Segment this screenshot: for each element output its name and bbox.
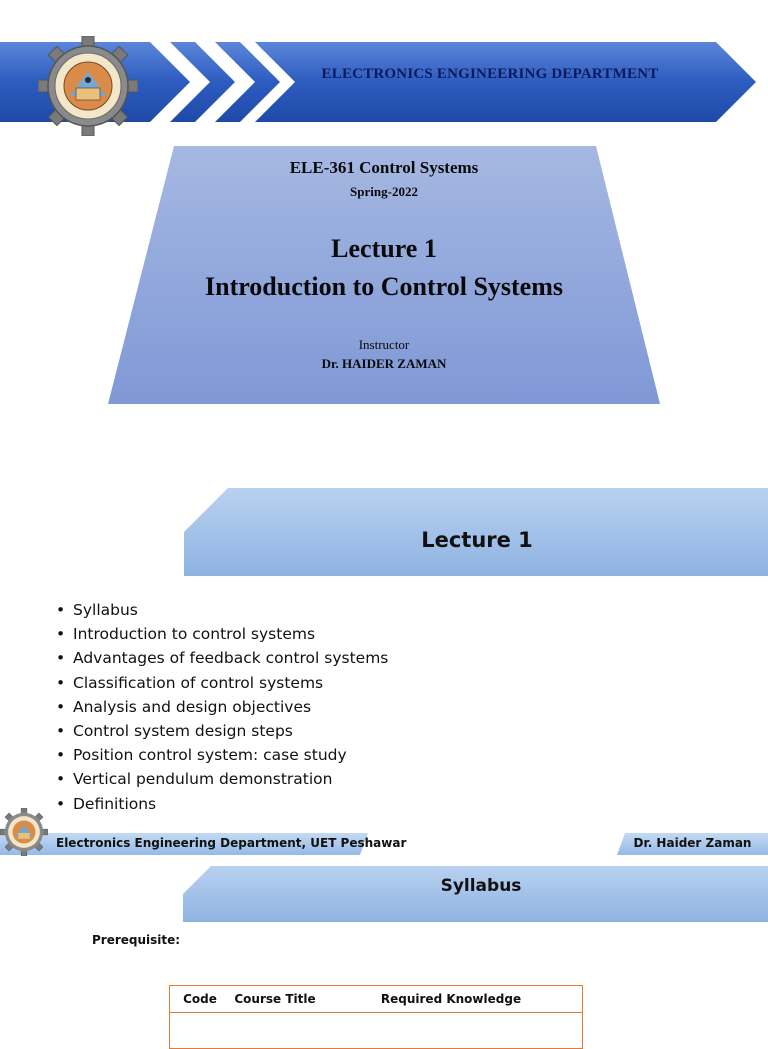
table-header-row — [170, 986, 583, 1013]
list-item: • Introduction to control systems — [56, 625, 316, 644]
list-item: • Advantages of feedback control systems — [56, 649, 389, 668]
course-name: ELE-361 Control Systems — [289, 158, 479, 177]
table-cell — [320, 1013, 583, 1049]
list-item: • Syllabus — [56, 601, 138, 619]
table-cell — [230, 1013, 320, 1049]
instructor-name: Dr. HAIDER ZAMAN — [321, 356, 447, 371]
list-item: • Classification of control systems — [56, 673, 324, 692]
footer-instructor: Dr. Haider Zaman — [633, 836, 752, 850]
col-course-title: Course Title — [230, 986, 320, 1013]
footer-department: Electronics Engineering Department, UET Peshawar — [56, 836, 407, 850]
list-item: • Control system design steps — [56, 722, 293, 741]
col-required-knowledge: Required Knowledge — [320, 986, 583, 1013]
syllabus-header: Syllabus — [440, 876, 522, 896]
outline-list — [56, 598, 388, 816]
table-row — [170, 1013, 583, 1049]
prerequisite-label: Prerequisite: — [92, 933, 181, 947]
banner-title: ELECTRONICS ENGINEERING DEPARTMENT — [321, 66, 659, 82]
prerequisite-table — [169, 985, 583, 1049]
instructor-label: Instructor — [358, 337, 410, 352]
lecture-title: Introduction to Control Systems — [204, 272, 563, 301]
list-item: • Definitions — [56, 794, 157, 813]
list-item: • Vertical pendulum demonstration — [56, 770, 333, 789]
outline-header: Lecture 1 — [421, 528, 533, 552]
list-item: • Analysis and design objectives — [56, 697, 312, 716]
semester: Spring-2022 — [350, 184, 418, 199]
university-logo-small — [0, 808, 48, 856]
table-cell — [170, 1013, 231, 1049]
university-logo — [38, 36, 138, 136]
list-item: • Position control system: case study — [56, 746, 347, 765]
col-code: Code — [170, 986, 231, 1013]
lecture-number: Lecture 1 — [331, 234, 437, 263]
